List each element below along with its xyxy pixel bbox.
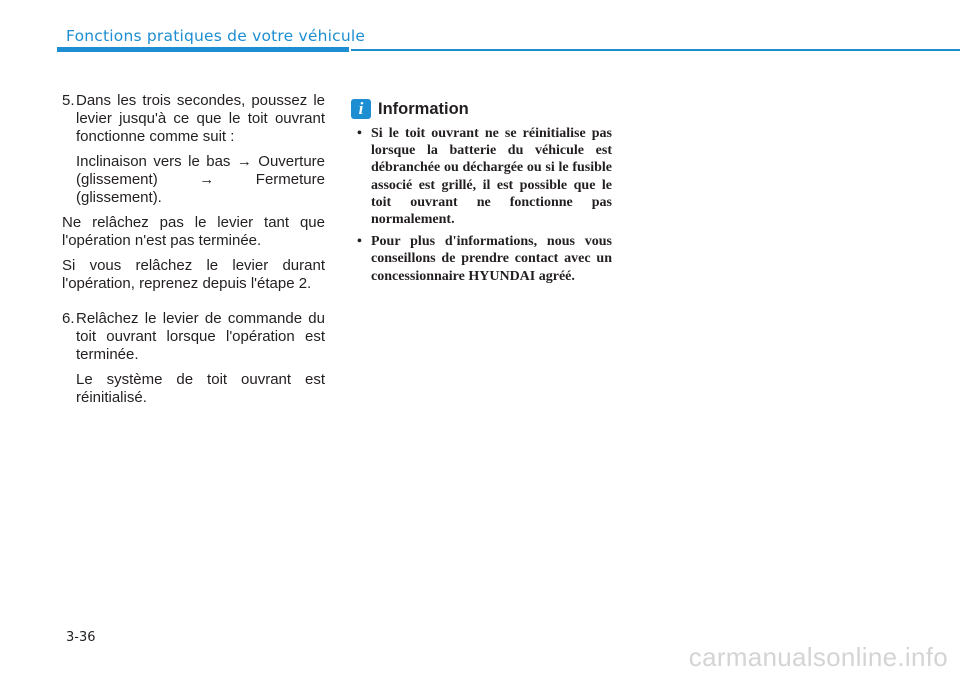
step-6-result: Le système de toit ouvrant est réinitialisé. bbox=[76, 371, 325, 406]
info-icon: i bbox=[351, 99, 371, 119]
step-5-number: 5. bbox=[62, 92, 75, 109]
step-5-sequence: Inclinaison vers le bas → Ouverture (glissement) → Fermeture (glissement). bbox=[76, 153, 325, 206]
bullet-icon: • bbox=[357, 234, 362, 250]
information-item bbox=[357, 125, 612, 228]
information-item bbox=[357, 233, 612, 285]
information-item-text: Pour plus d'informations, nous vous conseillons de prendre contact avec un concessionnaire HYUNDAI agréé. bbox=[371, 234, 612, 284]
restart-paragraph: Si vous relâchez le levier durant l'opération, reprenez depuis l'étape 2. bbox=[62, 257, 325, 292]
step-5-text: Dans les trois secondes, poussez le levier jusqu'à ce que le toit ouvrant fonctionne comme suit : bbox=[76, 92, 325, 145]
page-number: 3-36 bbox=[66, 630, 96, 645]
watermark: carmanualsonline.info bbox=[688, 642, 948, 672]
information-list bbox=[357, 125, 612, 290]
section-title: Fonctions pratiques de votre véhicule bbox=[66, 27, 366, 45]
step-5 bbox=[62, 92, 325, 146]
warning-paragraph: Ne relâchez pas le levier tant que l'opération n'est pas terminée. bbox=[62, 214, 325, 249]
information-title: Information bbox=[378, 99, 469, 118]
header-rule-thin bbox=[351, 49, 960, 51]
bullet-icon: • bbox=[357, 126, 362, 141]
header-rule-thick bbox=[57, 47, 349, 52]
information-header bbox=[351, 97, 469, 121]
left-column bbox=[62, 92, 325, 414]
information-item-text: Si le toit ouvrant ne se réinitialise pas lorsque la batterie du véhicule est débranchée ou déchargée ou si le fusible associé est grillé, il est possible que le toit ouvrant ne fonctionne pas normalement. bbox=[371, 126, 612, 228]
step-6-number: 6. bbox=[62, 310, 75, 327]
step-6-text: Relâchez le levier de commande du toit ouvrant lorsque l'opération est terminée. bbox=[76, 310, 325, 363]
step-6 bbox=[62, 310, 325, 364]
